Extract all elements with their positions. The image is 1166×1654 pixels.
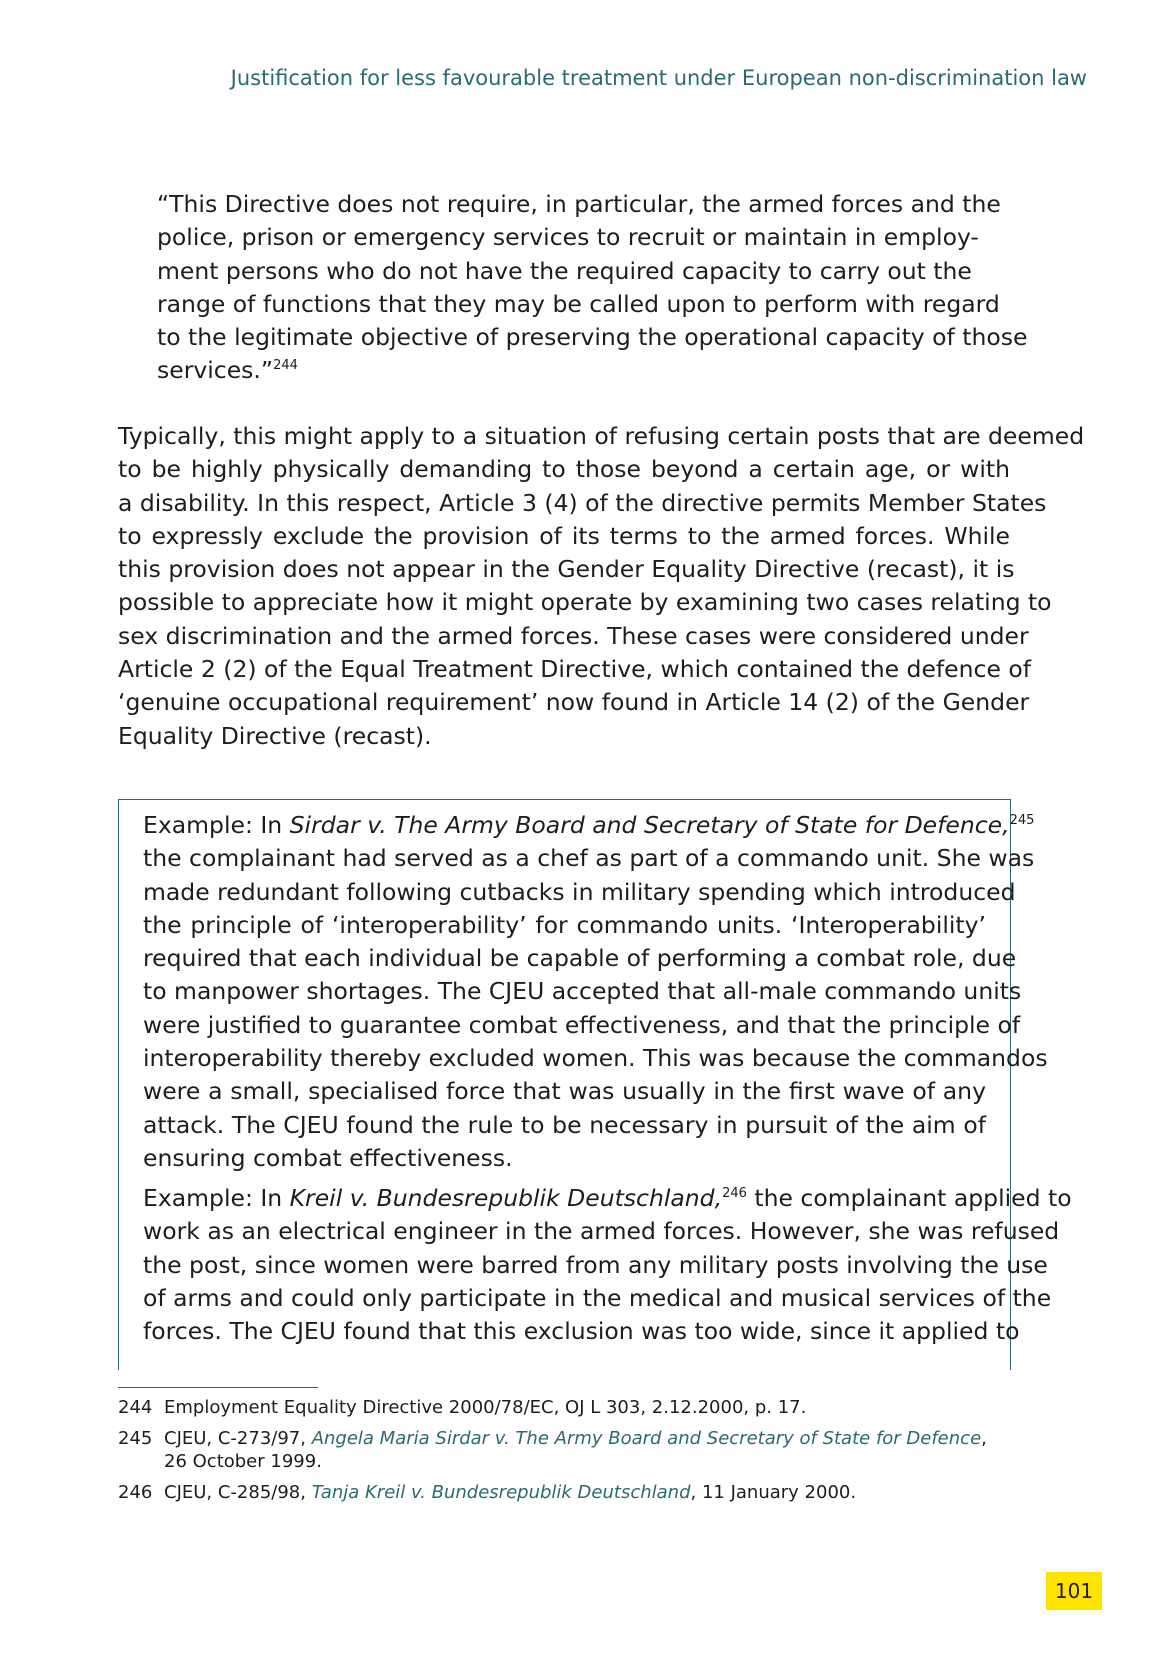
example-line: were justified to guarantee combat effectiveness, and that the principle of [143,1010,1021,1039]
footnote-ref-245[interactable]: 245 [1009,813,1035,829]
footnote-text: CJEU, C-285/98, [164,1482,312,1503]
example-line: made redundant following cutbacks in military spending which introduced [143,877,1016,906]
example-line: the principle of ‘interoperability’ for commando units. ‘Interoperability’ [143,910,986,939]
footnote-number: 246 [118,1482,153,1503]
example-text: the complainant applied to [746,1184,1072,1212]
example-label: Example: In [143,811,290,839]
footnote-text: 26 October 1999. [164,1451,322,1472]
quote-line: to the legitimate objective of preserving the operational capacity of those [157,323,1028,352]
example-line: required that each individual be capable of performing a combat role, due [143,944,1017,973]
paragraph-line: ‘genuine occupational requirement’ now found in Article 14 (2) of the Gender [118,688,1030,717]
example-line [143,1182,1072,1215]
page-number-badge: 101 [1046,1572,1102,1610]
example-line: forces. The CJEU found that this exclusion was too wide, since it applied to [143,1317,1020,1346]
footnote-number: 245 [118,1428,153,1449]
paragraph-line: Equality Directive (recast). [118,721,432,750]
example-line [143,809,1035,842]
quote-line: police, prison or emergency services to recruit or maintain in employ- [157,223,979,252]
quote-line: ment persons who do not have the required capacity to carry out the [157,256,972,285]
case-name: Kreil v. Bundesrepublik Deutschland, [289,1184,723,1212]
footnote-case-link[interactable]: Tanja Kreil v. Bundesrepublik Deutschland [311,1482,691,1503]
example-line: interoperability thereby excluded women. This was because the commandos [143,1044,1048,1073]
footnotes [118,1396,1018,1512]
quote-line: range of functions that they may be called upon to perform with regard [157,289,1000,318]
example-line: ensuring combat effectiveness. [143,1143,513,1172]
example-sirdar [143,809,1048,1175]
footnote-suffix: , 11 January 2000. [690,1482,857,1503]
example-line: of arms and could only participate in the medical and musical services of the [143,1283,1052,1312]
footnote-case-link[interactable]: Angela Maria Sirdar v. The Army Board and Secretary of State for Defence [311,1428,982,1449]
quote-line: “This Directive does not require, in particular, the armed forces and the [157,190,1001,218]
running-header: Justification for less favourable treatment under European non-discrimination law [230,66,1087,90]
footnote-suffix: , [981,1428,987,1449]
example-line: were a small, specialised force that was usually in the first wave of any [143,1077,986,1106]
body-paragraph [118,420,1085,753]
example-line: the post, since women were barred from any military posts involving the use [143,1250,1048,1279]
example-label: Example: In [143,1184,290,1212]
example-line: the complainant had served as a chef as part of a commando unit. She was [143,844,1035,873]
quote-text: services.” [157,356,274,385]
paragraph-line: Article 2 (2) of the Equal Treatment Directive, which contained the defence of [118,655,1032,684]
footnote-text: Employment Equality Directive 2000/78/EC, OJ L 303, 2.12.2000, p. 17. [164,1397,807,1418]
quote-line-last [157,354,1017,387]
paragraph-line: a disability. In this respect, Article 3 (4) of the directive permits Member States [118,488,1047,517]
paragraph-line: this provision does not appear in the Gender Equality Directive (recast), it is [118,555,1015,584]
footnote-246 [118,1481,1018,1504]
footnote-245 [118,1427,1018,1473]
example-box [118,799,1072,1370]
footnote-ref-246[interactable]: 246 [722,1186,747,1202]
paragraph-line: sex discrimination and the armed forces. These cases were considered under [118,621,1029,650]
footnote-ref-244[interactable]: 244 [273,358,298,374]
footnote-number: 244 [118,1397,153,1418]
example-kreil [143,1182,1072,1348]
footnote-text: CJEU, C-273/97, [164,1428,312,1449]
block-quote [157,188,1028,388]
paragraph-line: Typically, this might apply to a situation of refusing certain posts that are deemed [118,422,1085,450]
paragraph-line: to expressly exclude the provision of its terms to the armed forces. While [118,521,1010,550]
example-line: work as an electrical engineer in the armed forces. However, she was refused [143,1217,1060,1246]
paragraph-line: possible to appreciate how it might operate by examining two cases relating to [118,588,1052,617]
example-line: to manpower shortages. The CJEU accepted that all-male commando units [143,977,1022,1006]
footnote-divider [118,1387,318,1388]
paragraph-line: to be highly physically demanding to those beyond a certain age, or with [118,455,1010,484]
case-name: Sirdar v. The Army Board and Secretary of State for Defence, [289,811,1010,839]
example-line: attack. The CJEU found the rule to be necessary in pursuit of the aim of [143,1110,986,1139]
footnote-244 [118,1396,1018,1419]
